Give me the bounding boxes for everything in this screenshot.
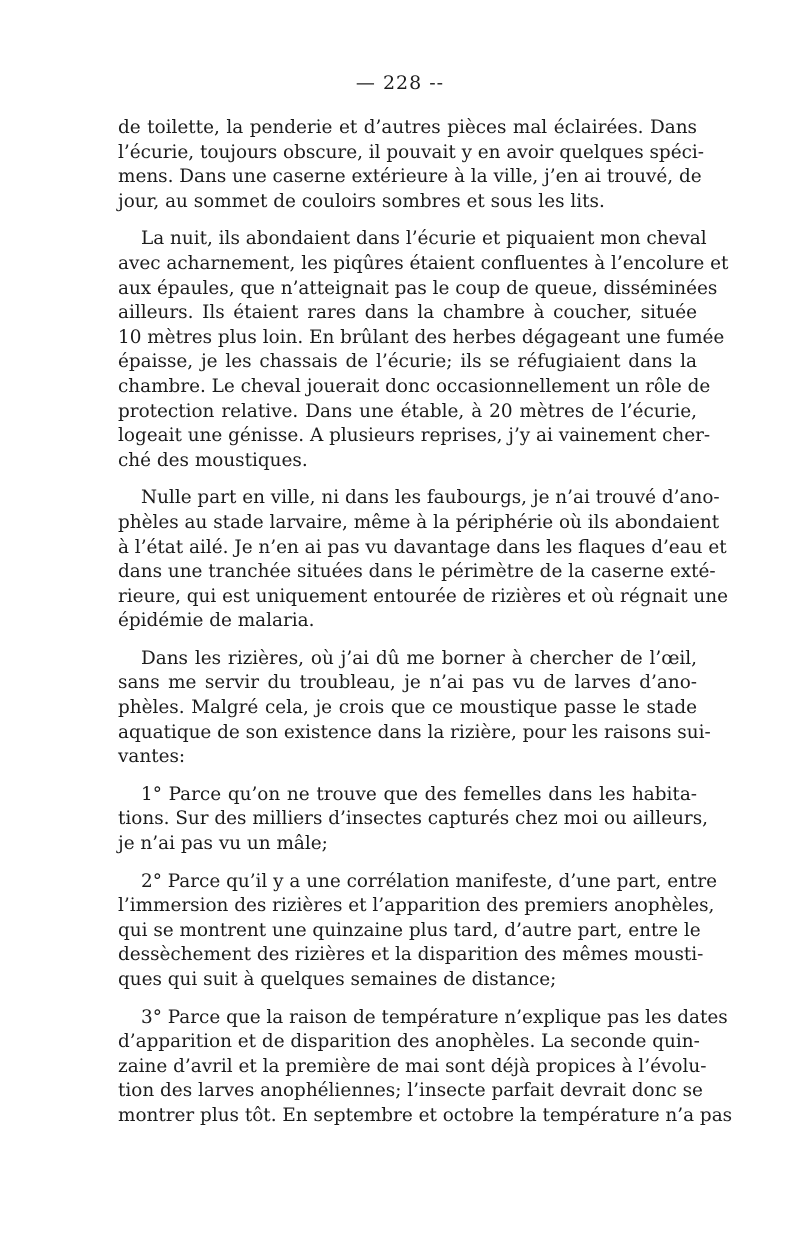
text-line: de toilette, la penderie et d’autres pièces mal éclairées. Dans bbox=[118, 117, 697, 138]
paragraph bbox=[118, 647, 711, 770]
paragraph bbox=[118, 870, 717, 993]
paragraph bbox=[118, 227, 729, 473]
text-line: chambre. Le cheval jouerait donc occasionnellement un rôle de bbox=[118, 375, 711, 397]
text-line: vantes: bbox=[118, 746, 186, 768]
text-line: qui se montrent une quinzaine plus tard, d’autre part, entre le bbox=[118, 919, 701, 941]
text-line: je n’ai pas vu un mâle; bbox=[118, 833, 328, 855]
text-line: épidémie de malaria. bbox=[118, 610, 315, 632]
paragraph bbox=[118, 116, 704, 214]
page-number: — 228 -- bbox=[355, 72, 445, 94]
text-line: logeait une génisse. A plusieurs reprises, j’y ai vainement cher- bbox=[118, 425, 711, 447]
text-line: 3° Parce que la raison de température n’explique pas les dates bbox=[141, 1006, 728, 1028]
text-line: épaisse, je les chassais de l’écurie; ils se réfugiaient dans la bbox=[118, 351, 697, 373]
text-line: 1° Parce qu’on ne trouve que des femelles dans les habita- bbox=[141, 783, 697, 805]
paragraph bbox=[118, 1006, 733, 1129]
text-line: l’immersion des rizières et l’apparition des premiers anophèles, bbox=[118, 895, 715, 917]
text-line: phèles au stade larvaire, même à la périphérie où ils abondaient bbox=[118, 511, 720, 533]
text-line: phèles. Malgré cela, je crois que ce moustique passe le stade bbox=[118, 697, 697, 719]
text-line: avec acharnement, les piqûres étaient confluentes à l’encolure et bbox=[118, 252, 729, 274]
text-line: à l’état ailé. Je n’en ai pas vu davantage dans les flaques d’eau et bbox=[118, 536, 727, 558]
paragraph bbox=[118, 486, 728, 634]
text-line: 2° Parce qu’il y a une corrélation manifeste, d’une part, entre bbox=[141, 870, 717, 892]
text-line: ques qui suit à quelques semaines de distance; bbox=[118, 969, 557, 990]
text-line: dessèchement des rizières et la disparition des mêmes mousti- bbox=[118, 944, 704, 966]
text-line: Dans les rizières, où j’ai dû me borner à chercher de l’œil, bbox=[141, 647, 697, 669]
text-line: 10 mètres plus loin. En brûlant des herbes dégageant une fumée bbox=[118, 326, 725, 348]
paragraph bbox=[118, 783, 708, 857]
text-line: jour, au sommet de couloirs sombres et sous les lits. bbox=[118, 190, 605, 212]
body-text bbox=[118, 116, 733, 1142]
text-line: tion des larves anophéliennes; l’insecte parfait devrait donc se bbox=[118, 1080, 703, 1102]
text-line: rieure, qui est uniquement entourée de rizières et où régnait une bbox=[118, 585, 728, 607]
text-line: montrer plus tôt. En septembre et octobre la température n’a pas bbox=[118, 1104, 733, 1126]
text-line: l’écurie, toujours obscure, il pouvait y en avoir quelques spéci- bbox=[118, 141, 704, 163]
text-line: tions. Sur des milliers d’insectes capturés chez moi ou ailleurs, bbox=[118, 808, 708, 830]
text-line: mens. Dans une caserne extérieure à la ville, j’en ai trouvé, de bbox=[118, 166, 702, 188]
text-line: dans une tranchée situées dans le périmètre de la caserne exté- bbox=[118, 561, 716, 583]
text-line: aquatique de son existence dans la rizière, pour les raisons sui- bbox=[118, 721, 711, 743]
text-line: aux épaules, que n’atteignait pas le coup de queue, disséminées bbox=[118, 277, 718, 299]
text-line: ailleurs. Ils étaient rares dans la chambre à coucher, située bbox=[118, 302, 697, 324]
text-line: Nulle part en ville, ni dans les faubourgs, je n’ai trouvé d’ano- bbox=[141, 487, 720, 509]
text-line: ché des moustiques. bbox=[118, 449, 308, 471]
text-line: zaine d’avril et la première de mai sont déjà propices à l’évolu- bbox=[118, 1055, 707, 1077]
text-line: protection relative. Dans une étable, à 20 mètres de l’écurie, bbox=[118, 400, 697, 422]
text-line: d’apparition et de disparition des anophèles. La seconde quin- bbox=[118, 1031, 700, 1053]
text-line: La nuit, ils abondaient dans l’écurie et piquaient mon cheval bbox=[141, 228, 707, 250]
text-line: sans me servir du troubleau, je n’ai pas vu de larves d’ano- bbox=[118, 672, 697, 694]
